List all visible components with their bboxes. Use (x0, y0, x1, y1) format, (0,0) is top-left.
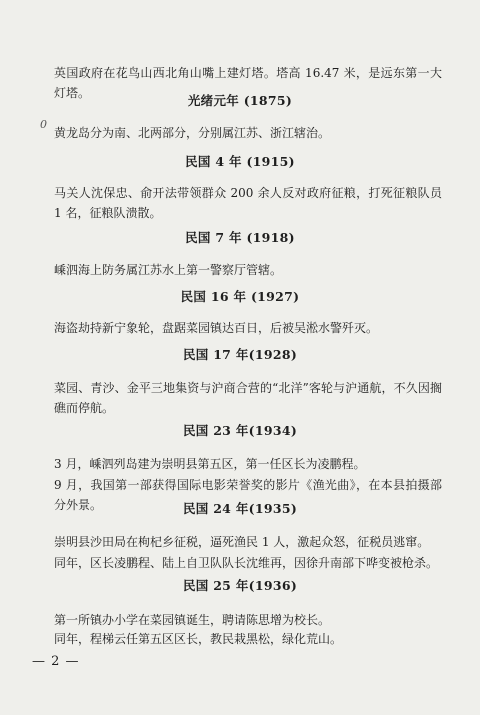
entry-paragraph: 9 月，我国第一部获得国际电影荣誉奖的影片《渔光曲》，在本县拍摄部分外景。 (54, 478, 442, 512)
year-heading: 民国 25 年(1936) (182, 578, 298, 593)
year-heading: 民国 23 年(1934) (182, 423, 298, 438)
entry-paragraph: 崇明县沙田局在枸杞乡征税，逼死渔民 1 人，激起众怒，征税员逃窜。 (54, 535, 430, 549)
entry-paragraph: 黄龙岛分为南、北两部分，分别属江苏、浙江辖治。 (54, 126, 331, 140)
entry-paragraph: 嵊泗海上防务属江苏水上第一警察厅管辖。 (54, 263, 283, 277)
entry-paragraph: 英国政府在花鸟山西北角山嘴上建灯塔。塔高 16.47 米，是远东第一大灯塔。 (54, 66, 442, 100)
year-heading: 民国 24 年(1935) (182, 501, 298, 516)
entry-paragraph: 第一所镇办小学在菜园镇诞生，聘请陈思增为校长。 (54, 613, 331, 627)
year-heading: 民国 17 年(1928) (182, 347, 298, 362)
page-number: — 2 — (32, 654, 80, 669)
year-heading: 民国 7 年 (1918) (185, 230, 295, 245)
entry-paragraph: 菜园、青沙、金平三地集资与沪商合营的“北洋”客轮与沪通航，不久因搁礁而停航。 (54, 381, 442, 415)
entry-paragraph: 3 月，嵊泗列岛建为崇明县第五区，第一任区长为凌鹏程。 (54, 457, 366, 471)
margin-mark: 0 (40, 118, 47, 131)
entry-paragraph: 同年，程梯云任第五区区长，教民栽黑松，绿化荒山。 (54, 632, 343, 646)
entry-paragraph: 海盗劫持新宁象轮，盘踞菜园镇达百日，后被吴淞水警歼灭。 (54, 321, 379, 335)
year-heading: 民国 4 年 (1915) (185, 154, 295, 169)
entry-paragraph: 马关人沈保忠、俞开法带领群众 200 余人反对政府征粮，打死征粮队员 1 名，征粮队溃散。 (54, 186, 442, 220)
entry-paragraph: 同年，区长凌鹏程、陆上自卫队队长沈维再，因徐升南部下哗变被枪杀。 (54, 556, 439, 570)
year-heading: 光绪元年 (1875) (187, 93, 293, 108)
year-heading: 民国 16 年 (1927) (180, 289, 300, 304)
